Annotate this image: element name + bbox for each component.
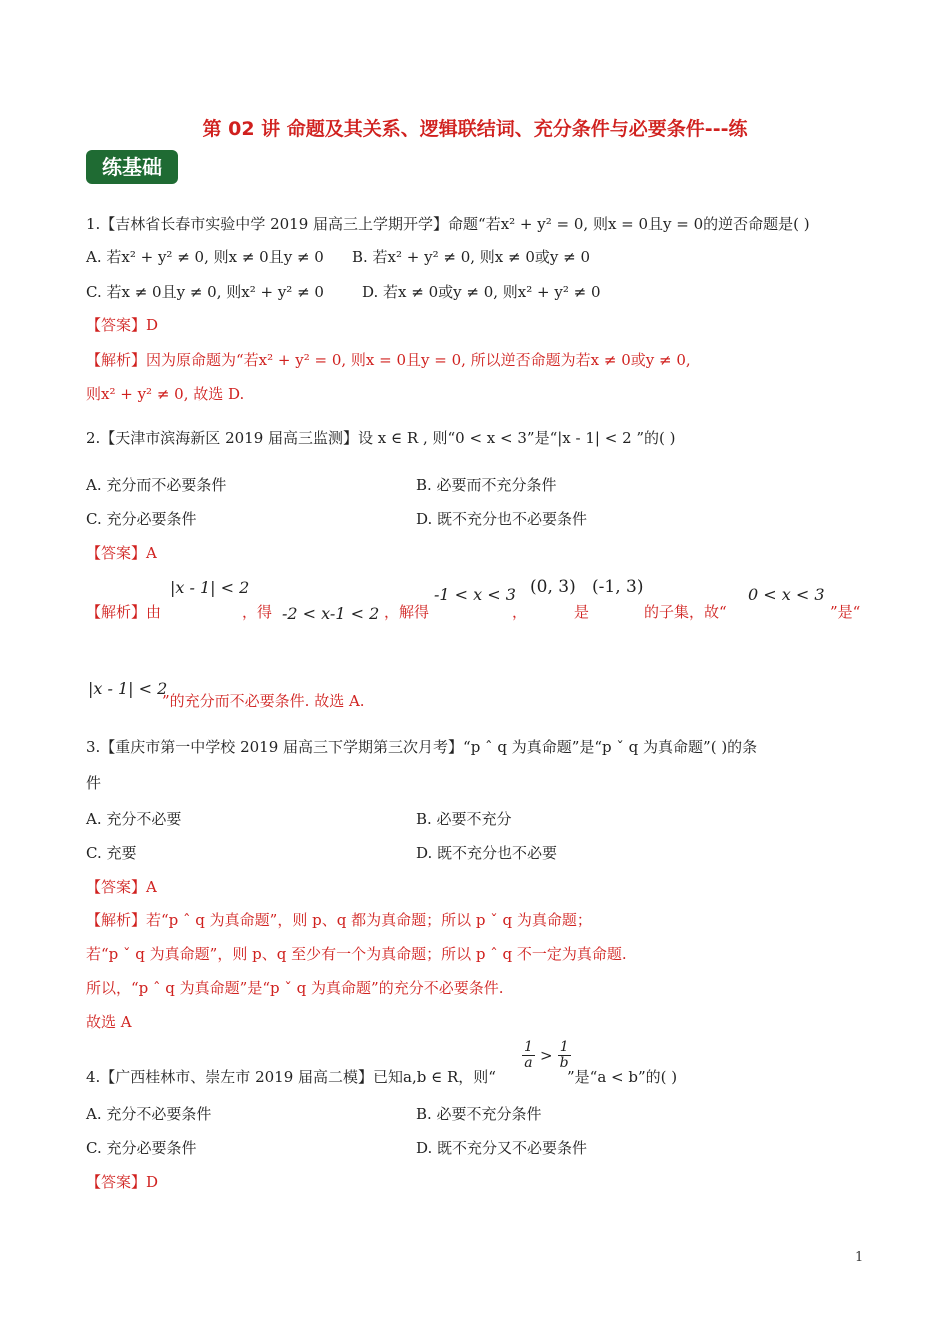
analysis-solve-text: ，解得 [384, 603, 430, 621]
question-3-analysis-line-4: 故选 A [86, 1013, 132, 1031]
question-3-answer: 【答案】A [86, 878, 157, 896]
question-4-option-c: C. 充分必要条件 [86, 1139, 197, 1157]
abs-inequality-line2: |x - 1| < 2 [88, 679, 168, 698]
greater-than-sign: > [540, 1046, 553, 1065]
question-4-stem-post: ”是“a < b”的( ) [567, 1068, 678, 1086]
fraction-numerator: 1 [524, 1039, 533, 1055]
analysis-is2-text: ”是“ [830, 603, 861, 621]
fraction-1-over-a [522, 1040, 535, 1071]
question-3-stem-line-2: 件 [86, 774, 102, 792]
question-3-analysis-line-3: 所以，“p ˆ q 为真命题”是“p ˇ q 为真命题”的充分不必要条件. [86, 979, 504, 997]
section-badge: 练基础 [86, 150, 178, 184]
question-3-option-c: C. 充要 [86, 844, 137, 862]
abs-inequality: |x - 1| < 2 [170, 578, 250, 597]
analysis-is-text: 是 [574, 603, 590, 621]
question-3-option-a: A. 充分不必要 [86, 810, 182, 828]
question-3-stem-line-1: 3.【重庆市第一中学校 2019 届高三下学期第三次月考】“p ˆ q 为真命题”是“p ˇ q 为真命题”( )的条 [86, 738, 758, 756]
inequality-3: -1 < x < 3 [434, 585, 516, 604]
interval-2: (-1, 3) [592, 577, 644, 597]
question-3-analysis-line-1: 【解析】若“p ˆ q 为真命题”，则 p、q 都为真命题；所以 p ˇ q 为真命题； [86, 911, 592, 929]
question-3-analysis-line-2: 若“p ˇ q 为真命题”，则 p、q 至少有一个为真命题；所以 p ˆ q 不一定为真命题. [86, 945, 627, 963]
fraction-numerator: 1 [559, 1039, 569, 1055]
analysis-comma: ， [512, 603, 528, 621]
question-1-analysis-line-2: 则x² + y² ≠ 0, 故选 D. [86, 385, 245, 403]
question-3-option-b: B. 必要不充分 [416, 810, 512, 828]
fraction-denominator: b [559, 1055, 569, 1071]
analysis-get-text: ，得 [242, 603, 273, 621]
question-2-option-d: D. 既不充分也不必要条件 [416, 510, 588, 528]
question-2-option-b: B. 必要而不充分条件 [416, 476, 557, 494]
fraction-denominator: a [524, 1055, 533, 1071]
question-4-option-a: A. 充分不必要条件 [86, 1105, 212, 1123]
question-4-option-b: B. 必要不充分条件 [416, 1105, 542, 1123]
question-2-stem: 2.【天津市滨海新区 2019 届高三监测】设 x ∈ R , 则“0 < x < 3”是“|x - 1| < 2 ”的( ) [86, 429, 676, 447]
question-1-analysis-line-1: 【解析】因为原命题为“若x² + y² = 0, 则x = 0且y = 0, 所以逆否命题为若x ≠ 0或y ≠ 0, [86, 351, 691, 369]
question-1-option-b: B. 若x² + y² ≠ 0, 则x ≠ 0或y ≠ 0 [352, 248, 591, 266]
question-1-stem: 1.【吉林省长春市实验中学 2019 届高三上学期开学】命题“若x² + y² = 0, 则x = 0且y = 0的逆否命题是( ) [86, 215, 810, 233]
page-number: 1 [855, 1250, 864, 1265]
question-2-option-c: C. 充分必要条件 [86, 510, 197, 528]
question-3-option-d: D. 既不充分也不必要 [416, 844, 558, 862]
question-2-analysis-conclusion: ”的充分而不必要条件. 故选 A. [162, 692, 365, 710]
inequality-4: 0 < x < 3 [748, 585, 825, 604]
question-4-option-d: D. 既不充分又不必要条件 [416, 1139, 588, 1157]
interval-1: (0, 3) [530, 577, 576, 597]
question-1-option-d: D. 若x ≠ 0或y ≠ 0, 则x² + y² ≠ 0 [362, 283, 601, 301]
question-1-option-a: A. 若x² + y² ≠ 0, 则x ≠ 0且y ≠ 0 [86, 248, 324, 266]
inequality-2: -2 < x-1 < 2 [282, 604, 380, 623]
question-2-option-a: A. 充分而不必要条件 [86, 476, 227, 494]
question-4-fraction-expression [522, 1040, 571, 1071]
page-title: 第 02 讲 命题及其关系、逻辑联结词、充分条件与必要条件---练 [202, 118, 748, 140]
question-4-answer: 【答案】D [86, 1173, 159, 1191]
question-1-answer: 【答案】D [86, 316, 159, 334]
analysis-subset-text: 的子集，故“ [644, 603, 727, 621]
question-2-analysis-label: 【解析】由 [86, 603, 162, 621]
question-4-stem-pre: 4.【广西桂林市、崇左市 2019 届高二模】已知a,b ∈ R，则“ [86, 1068, 496, 1086]
question-1-option-c: C. 若x ≠ 0且y ≠ 0, 则x² + y² ≠ 0 [86, 283, 324, 301]
question-2-answer: 【答案】A [86, 544, 157, 562]
